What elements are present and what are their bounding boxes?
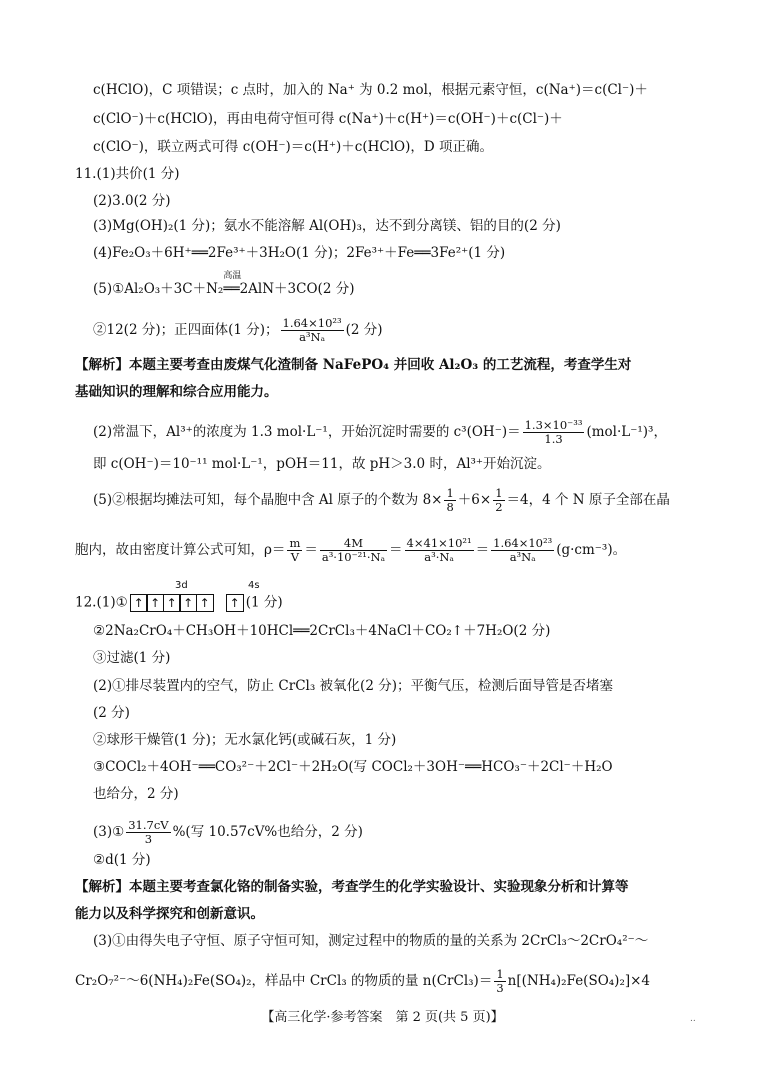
numerator: 1 bbox=[495, 486, 503, 500]
numerator: 1.64×10²³ bbox=[282, 316, 342, 330]
footer-marks: .. bbox=[690, 1014, 696, 1024]
fraction bbox=[320, 537, 387, 564]
analysis-11-part2 bbox=[93, 419, 667, 446]
orbital-box: ↑ bbox=[179, 594, 197, 612]
analysis-text: 基础知识的理解和综合应用能力。 bbox=[75, 384, 278, 400]
analysis-11-part5 bbox=[93, 487, 670, 514]
denominator: a³·10⁻²¹·Nₐ bbox=[321, 550, 386, 564]
denominator: 3 bbox=[144, 832, 153, 846]
numerator: 1.3×10⁻³³ bbox=[524, 418, 583, 432]
fraction bbox=[491, 537, 554, 564]
density-fraction bbox=[281, 317, 344, 344]
q12-part3-1 bbox=[93, 819, 363, 846]
text: n[(NH₄)₂Fe(SO₄)₂]×4 bbox=[507, 973, 651, 989]
q11-part4: (4)Fe₂O₃＋6H⁺══2Fe³⁺＋3H₂O(1 分)；2Fe³⁺＋Fe══3Fe²⁺(1 分) bbox=[93, 245, 506, 261]
denominator: 8 bbox=[446, 500, 454, 514]
orbital-box: ↑ bbox=[130, 594, 148, 612]
q12-part1-3: ③过滤(1 分) bbox=[93, 650, 171, 666]
orbital-box: ↑ bbox=[226, 594, 244, 612]
equals: ＝ bbox=[304, 542, 318, 558]
text-line: c(ClO⁻)＋c(HClO)，再由电荷守恒可得 c(Na⁺)＋c(H⁺)＝c(OH⁻)＋c(Cl⁻)＋ bbox=[93, 111, 563, 127]
equals: ＝ bbox=[389, 542, 403, 558]
score-text: (2 分) bbox=[345, 322, 383, 338]
text: 12.(1)① bbox=[75, 594, 128, 611]
q11-part1: 11.(1)共价(1 分) bbox=[75, 166, 180, 182]
reaction-condition bbox=[223, 271, 242, 297]
analysis-11-density bbox=[75, 537, 626, 564]
fraction bbox=[287, 537, 302, 564]
analysis-12-part3-cont bbox=[75, 968, 650, 995]
fraction bbox=[405, 537, 474, 564]
q12-part1-equation: ②2Na₂CrO₄＋CH₃OH＋10HCl══2CrCl₃＋4NaCl＋CO₂↑＋7H₂O(2 分) bbox=[93, 623, 551, 639]
denominator: 2 bbox=[495, 500, 503, 514]
analysis-12-part3: (3)①由得失电子守恒、原子守恒可知，测定过程中的物质的量的关系为 2CrCl₃～2CrO₄²⁻～ bbox=[93, 933, 649, 949]
orbital-box: ↑ bbox=[146, 594, 164, 612]
equals: ＝ bbox=[475, 542, 490, 558]
denominator: V bbox=[290, 550, 300, 564]
q11-part5-equation bbox=[93, 271, 355, 297]
text: %(写 10.57cV%也给分，2 分) bbox=[172, 824, 363, 840]
q12-part2-3-cont: 也给分，2 分) bbox=[93, 786, 179, 802]
text-line: c(HClO)，C 项错误；c 点时，加入的 Na⁺ 为 0.2 mol，根据元素守恒，c(Na⁺)＝c(Cl⁻)＋ bbox=[93, 82, 648, 98]
q12-part2-1: (2)①排尽装置内的空气，防止 CrCl₃ 被氧化(2 分)；平衡气压，检测后面导管是否堵塞 bbox=[93, 678, 613, 694]
q12-part2-2: ②球形干燥管(1 分)；无水氯化钙(或碱石灰，1 分) bbox=[93, 732, 397, 748]
numerator: 1 bbox=[496, 967, 504, 981]
equals-sign: ══ bbox=[223, 281, 240, 297]
text: ＋6× bbox=[457, 492, 492, 508]
fraction bbox=[126, 819, 170, 846]
fraction bbox=[493, 487, 504, 514]
analysis-tag: 【解析】 bbox=[75, 357, 129, 373]
text: (mol·L⁻¹)³， bbox=[586, 424, 667, 440]
unit: (g·cm⁻³)。 bbox=[556, 542, 627, 558]
text: Cr₂O₇²⁻～6(NH₄)₂Fe(SO₄)₂，样品中 CrCl₃ 的物质的量 n(CrCl₃)＝ bbox=[75, 973, 493, 989]
score-text: (1 分) bbox=[245, 594, 283, 611]
numerator: 31.7cV bbox=[128, 818, 169, 832]
text-line: c(ClO⁻)，联立两式可得 c(OH⁻)＝c(H⁺)＋c(HClO)，D 项正确。 bbox=[93, 139, 493, 155]
equation-left: (5)①Al₂O₃＋3C＋N₂ bbox=[93, 281, 224, 297]
orbital-diagram-3d bbox=[130, 594, 214, 612]
equation-right: 2AlN＋3CO(2 分) bbox=[239, 281, 355, 297]
orbital-box: ↑ bbox=[163, 594, 181, 612]
q11-part2: (2)3.0(2 分) bbox=[93, 193, 171, 209]
orbital-box: ↑ bbox=[196, 594, 214, 612]
fraction bbox=[494, 968, 505, 995]
q12-part2-3: ③COCl₂＋4OH⁻══CO₃²⁻＋2Cl⁻＋2H₂O(写 COCl₂＋3OH⁻══HCO₃⁻＋2Cl⁻＋H₂O bbox=[93, 759, 613, 775]
denominator: a³·Nₐ bbox=[424, 550, 454, 564]
text: ＝4，4 个 N 原子全部在晶 bbox=[506, 492, 670, 508]
text: 胞内，故由密度计算公式可知，ρ＝ bbox=[75, 542, 286, 558]
analysis-12 bbox=[75, 879, 629, 895]
denominator: a³Nₐ bbox=[299, 330, 326, 344]
q12-part2-1-cont: (2 分) bbox=[93, 705, 130, 721]
text: (2)常温下，Al³⁺的浓度为 1.3 mol·L⁻¹，开始沉淀时需要的 c³(OH⁻)＝ bbox=[93, 424, 521, 440]
answer-text: ②12(2 分)；正四面体(1 分)； bbox=[93, 322, 279, 338]
orbital-label-4s: 4s bbox=[248, 580, 260, 591]
analysis-text: 本题主要考查氯化铬的制备实验，考查学生的化学实验设计、实验现象分析和计算等 bbox=[129, 879, 629, 895]
analysis-11 bbox=[75, 357, 631, 373]
q12-part3-2: ②d(1 分) bbox=[93, 852, 151, 868]
numerator: 4M bbox=[320, 537, 387, 551]
analysis-text: 本题主要考查由废煤气化渣制备 NaFePO₄ 并回收 Al₂O₃ 的工艺流程，考查学生对 bbox=[129, 357, 632, 373]
numerator: 1.64×10²³ bbox=[493, 536, 553, 550]
text: (3)① bbox=[93, 824, 125, 840]
analysis-11-part2-result: 即 c(OH⁻)＝10⁻¹¹ mol·L⁻¹，pOH＝11，故 pH＞3.0 时，Al³⁺开始沉淀。 bbox=[93, 456, 551, 472]
q12-part1-orbital bbox=[75, 594, 283, 612]
numerator: 4×41×10²¹ bbox=[406, 536, 472, 550]
denominator: 3 bbox=[496, 981, 504, 995]
denominator: a³Nₐ bbox=[509, 550, 536, 564]
analysis-text: 能力以及科学探究和创新意识。 bbox=[75, 906, 264, 922]
denominator: 1.3 bbox=[544, 432, 563, 446]
q11-part3: (3)Mg(OH)₂(1 分)；氨水不能溶解 Al(OH)₃，达不到分离镁、铝的目的(2 分) bbox=[93, 218, 561, 234]
numerator: m bbox=[289, 536, 301, 550]
numerator: 1 bbox=[446, 486, 454, 500]
condition-label: 高温 bbox=[223, 271, 242, 281]
text: (5)②根据均摊法可知，每个晶胞中含 Al 原子的个数为 8× bbox=[93, 492, 443, 508]
ksp-fraction bbox=[523, 419, 585, 446]
orbital-diagram-4s bbox=[226, 594, 244, 612]
page-footer: 【高三化学·参考答案 第 2 页(共 5 页)】 bbox=[261, 1010, 504, 1025]
fraction bbox=[444, 487, 455, 514]
q11-part5-answer bbox=[93, 317, 383, 344]
orbital-label-3d: 3d bbox=[175, 580, 188, 591]
analysis-tag: 【解析】 bbox=[75, 879, 129, 895]
